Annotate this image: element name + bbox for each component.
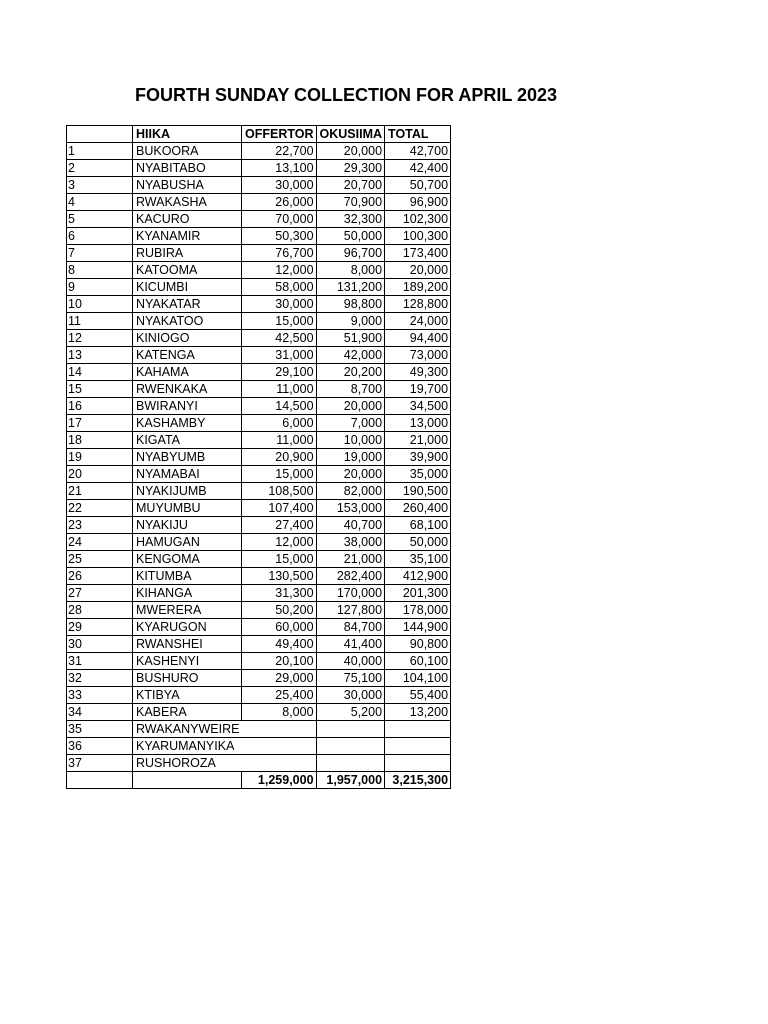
table-row — [67, 194, 451, 211]
offertor-cell[interactable]: 8,000 — [242, 704, 317, 721]
offertor-cell[interactable]: 6,000 — [242, 415, 317, 432]
total-cell[interactable]: 13,000 — [385, 415, 451, 432]
offertor-cell[interactable]: 14,500 — [242, 398, 317, 415]
total-cell[interactable]: 20,000 — [385, 262, 451, 279]
header-cell-hiika[interactable]: HIIKA — [133, 126, 242, 143]
table-row — [67, 449, 451, 466]
total-cell[interactable]: 104,100 — [385, 670, 451, 687]
offertor-cell[interactable]: 22,700 — [242, 143, 317, 160]
row-number-cell[interactable]: 2 — [67, 160, 133, 177]
table-row — [67, 177, 451, 194]
hiika-cell[interactable]: NYAKATAR — [133, 296, 242, 313]
offertor-cell[interactable]: 30,000 — [242, 177, 317, 194]
table-row — [67, 245, 451, 262]
hiika-cell[interactable]: KIHANGA — [133, 585, 242, 602]
row-number-cell[interactable]: 26 — [67, 568, 133, 585]
hiika-cell[interactable]: BUSHURO — [133, 670, 242, 687]
row-number-cell[interactable]: 1 — [67, 143, 133, 160]
row-number-cell[interactable]: 5 — [67, 211, 133, 228]
offertor-cell[interactable]: 27,400 — [242, 517, 317, 534]
table-row — [67, 653, 451, 670]
offertor-cell[interactable]: 26,000 — [242, 194, 317, 211]
okusiima-cell[interactable]: 98,800 — [316, 296, 385, 313]
row-number-cell[interactable]: 9 — [67, 279, 133, 296]
hiika-cell[interactable]: NYABYUMB — [133, 449, 242, 466]
hiika-cell[interactable]: KYARUMANYIKA — [133, 738, 242, 755]
table-row — [67, 347, 451, 364]
table-row — [67, 313, 451, 330]
okusiima-cell[interactable]: 20,000 — [316, 466, 385, 483]
table-row — [67, 534, 451, 551]
total-cell[interactable]: 90,800 — [385, 636, 451, 653]
total-cell[interactable] — [385, 755, 451, 772]
okusiima-cell[interactable]: 20,700 — [316, 177, 385, 194]
row-number-cell[interactable]: 17 — [67, 415, 133, 432]
row-number-cell[interactable]: 33 — [67, 687, 133, 704]
total-cell[interactable]: 24,000 — [385, 313, 451, 330]
table-row — [67, 568, 451, 585]
total-cell[interactable]: 412,900 — [385, 568, 451, 585]
hiika-cell[interactable]: KACURO — [133, 211, 242, 228]
offertor-cell[interactable]: 31,300 — [242, 585, 317, 602]
offertor-cell[interactable] — [242, 755, 317, 772]
row-number-cell[interactable]: 16 — [67, 398, 133, 415]
sheet-title: FOURTH SUNDAY COLLECTION FOR APRIL 2023 — [135, 85, 558, 105]
hiika-cell[interactable]: KASHAMBY — [133, 415, 242, 432]
totals-name-cell[interactable] — [133, 772, 242, 789]
total-cell[interactable]: 50,000 — [385, 534, 451, 551]
row-number-cell[interactable]: 4 — [67, 194, 133, 211]
table-row — [67, 296, 451, 313]
okusiima-cell[interactable]: 9,000 — [316, 313, 385, 330]
total-cell[interactable]: 96,900 — [385, 194, 451, 211]
total-cell[interactable]: 68,100 — [385, 517, 451, 534]
offertor-cell[interactable]: 50,300 — [242, 228, 317, 245]
table-row — [67, 432, 451, 449]
hiika-cell[interactable]: KYANAMIR — [133, 228, 242, 245]
offertor-cell[interactable]: 70,000 — [242, 211, 317, 228]
okusiima-cell[interactable]: 8,000 — [316, 262, 385, 279]
hiika-cell[interactable]: RWENKAKA — [133, 381, 242, 398]
row-number-cell[interactable]: 12 — [67, 330, 133, 347]
okusiima-cell[interactable]: 75,100 — [316, 670, 385, 687]
hiika-cell[interactable]: KATOOMA — [133, 262, 242, 279]
row-number-cell[interactable]: 7 — [67, 245, 133, 262]
table-row — [67, 466, 451, 483]
row-number-cell[interactable]: 15 — [67, 381, 133, 398]
okusiima-cell[interactable]: 42,000 — [316, 347, 385, 364]
offertor-cell[interactable]: 11,000 — [242, 432, 317, 449]
total-cell[interactable]: 128,800 — [385, 296, 451, 313]
table-row — [67, 211, 451, 228]
table-row — [67, 585, 451, 602]
okusiima-cell[interactable]: 30,000 — [316, 687, 385, 704]
table-row — [67, 228, 451, 245]
total-cell[interactable]: 260,400 — [385, 500, 451, 517]
hiika-cell[interactable]: MWERERA — [133, 602, 242, 619]
offertor-cell[interactable]: 15,000 — [242, 551, 317, 568]
table-row — [67, 670, 451, 687]
total-cell[interactable]: 42,700 — [385, 143, 451, 160]
okusiima-cell[interactable]: 96,700 — [316, 245, 385, 262]
okusiima-cell[interactable]: 21,000 — [316, 551, 385, 568]
row-number-cell[interactable]: 20 — [67, 466, 133, 483]
offertor-cell[interactable]: 58,000 — [242, 279, 317, 296]
hiika-cell[interactable]: KENGOMA — [133, 551, 242, 568]
okusiima-cell[interactable]: 84,700 — [316, 619, 385, 636]
hiika-cell[interactable]: RWAKANYWEIRE — [133, 721, 242, 738]
offertor-total-cell[interactable]: 1,259,000 — [242, 772, 317, 789]
row-number-cell[interactable]: 3 — [67, 177, 133, 194]
offertor-cell[interactable]: 30,000 — [242, 296, 317, 313]
okusiima-cell[interactable]: 20,000 — [316, 398, 385, 415]
offertor-cell[interactable]: 49,400 — [242, 636, 317, 653]
table-row — [67, 551, 451, 568]
row-number-cell[interactable]: 37 — [67, 755, 133, 772]
table-row — [67, 704, 451, 721]
total-cell[interactable]: 178,000 — [385, 602, 451, 619]
row-number-cell[interactable]: 8 — [67, 262, 133, 279]
total-cell[interactable] — [385, 721, 451, 738]
hiika-cell[interactable]: KIGATA — [133, 432, 242, 449]
okusiima-cell[interactable]: 41,400 — [316, 636, 385, 653]
total-cell[interactable]: 100,300 — [385, 228, 451, 245]
row-number-cell[interactable]: 21 — [67, 483, 133, 500]
okusiima-cell[interactable]: 8,700 — [316, 381, 385, 398]
offertor-cell[interactable]: 31,000 — [242, 347, 317, 364]
collection-table — [66, 125, 451, 789]
okusiima-cell[interactable] — [316, 721, 385, 738]
okusiima-total-cell[interactable]: 1,957,000 — [316, 772, 385, 789]
total-cell[interactable]: 144,900 — [385, 619, 451, 636]
hiika-cell[interactable]: KYARUGON — [133, 619, 242, 636]
total-cell[interactable]: 19,700 — [385, 381, 451, 398]
hiika-cell[interactable]: RUSHOROZA — [133, 755, 242, 772]
okusiima-cell[interactable]: 20,000 — [316, 143, 385, 160]
offertor-cell[interactable]: 13,100 — [242, 160, 317, 177]
hiika-cell[interactable]: RWANSHEI — [133, 636, 242, 653]
row-number-cell[interactable]: 25 — [67, 551, 133, 568]
table-row — [67, 262, 451, 279]
hiika-cell[interactable]: NYAKATOO — [133, 313, 242, 330]
hiika-cell[interactable]: KITUMBA — [133, 568, 242, 585]
offertor-cell[interactable]: 76,700 — [242, 245, 317, 262]
offertor-cell[interactable]: 25,400 — [242, 687, 317, 704]
okusiima-cell[interactable]: 38,000 — [316, 534, 385, 551]
table-row — [67, 143, 451, 160]
total-cell[interactable]: 173,400 — [385, 245, 451, 262]
table-row — [67, 364, 451, 381]
total-cell[interactable]: 42,400 — [385, 160, 451, 177]
total-cell[interactable]: 39,900 — [385, 449, 451, 466]
row-number-cell[interactable]: 11 — [67, 313, 133, 330]
hiika-cell[interactable]: NYAKIJUMB — [133, 483, 242, 500]
row-number-cell[interactable]: 10 — [67, 296, 133, 313]
total-cell[interactable]: 35,100 — [385, 551, 451, 568]
row-number-cell[interactable]: 18 — [67, 432, 133, 449]
okusiima-cell[interactable]: 170,000 — [316, 585, 385, 602]
table-row — [67, 483, 451, 500]
okusiima-cell[interactable]: 127,800 — [316, 602, 385, 619]
table-row — [67, 517, 451, 534]
row-number-cell[interactable]: 24 — [67, 534, 133, 551]
offertor-cell[interactable]: 130,500 — [242, 568, 317, 585]
header-cell-index[interactable] — [67, 126, 133, 143]
hiika-cell[interactable]: KICUMBI — [133, 279, 242, 296]
row-number-cell[interactable]: 32 — [67, 670, 133, 687]
offertor-cell[interactable]: 108,500 — [242, 483, 317, 500]
table-row — [67, 160, 451, 177]
offertor-cell[interactable]: 42,500 — [242, 330, 317, 347]
totals-label-cell[interactable] — [67, 772, 133, 789]
header-cell-offertor[interactable]: OFFERTOR — [242, 126, 317, 143]
total-cell[interactable]: 49,300 — [385, 364, 451, 381]
header-cell-okusiima[interactable]: OKUSIIMA — [316, 126, 385, 143]
hiika-cell[interactable]: KAHAMA — [133, 364, 242, 381]
okusiima-cell[interactable]: 51,900 — [316, 330, 385, 347]
table-row — [67, 398, 451, 415]
row-number-cell[interactable]: 19 — [67, 449, 133, 466]
hiika-cell[interactable]: RWAKASHA — [133, 194, 242, 211]
row-number-cell[interactable]: 36 — [67, 738, 133, 755]
row-number-cell[interactable]: 14 — [67, 364, 133, 381]
table-row — [67, 500, 451, 517]
row-number-cell[interactable]: 13 — [67, 347, 133, 364]
total-cell[interactable]: 13,200 — [385, 704, 451, 721]
grand-total-cell[interactable]: 3,215,300 — [385, 772, 451, 789]
total-cell[interactable]: 21,000 — [385, 432, 451, 449]
offertor-cell[interactable]: 20,100 — [242, 653, 317, 670]
table-row — [67, 721, 451, 738]
row-number-cell[interactable]: 23 — [67, 517, 133, 534]
table-header-row — [67, 126, 451, 143]
offertor-cell[interactable]: 15,000 — [242, 466, 317, 483]
table-row — [67, 602, 451, 619]
offertor-cell[interactable]: 20,900 — [242, 449, 317, 466]
total-cell[interactable]: 73,000 — [385, 347, 451, 364]
hiika-cell[interactable]: NYAKIJU — [133, 517, 242, 534]
hiika-cell[interactable]: RUBIRA — [133, 245, 242, 262]
offertor-cell[interactable]: 29,100 — [242, 364, 317, 381]
total-cell[interactable]: 50,700 — [385, 177, 451, 194]
row-number-cell[interactable]: 6 — [67, 228, 133, 245]
offertor-cell[interactable]: 29,000 — [242, 670, 317, 687]
table-row — [67, 381, 451, 398]
okusiima-cell[interactable]: 131,200 — [316, 279, 385, 296]
hiika-cell[interactable]: KATENGA — [133, 347, 242, 364]
row-number-cell[interactable]: 28 — [67, 602, 133, 619]
total-cell[interactable]: 94,400 — [385, 330, 451, 347]
offertor-cell[interactable]: 107,400 — [242, 500, 317, 517]
okusiima-cell[interactable]: 7,000 — [316, 415, 385, 432]
total-cell[interactable] — [385, 738, 451, 755]
hiika-cell[interactable]: KASHENYI — [133, 653, 242, 670]
offertor-cell[interactable] — [242, 721, 317, 738]
table-row — [67, 738, 451, 755]
total-cell[interactable]: 190,500 — [385, 483, 451, 500]
row-number-cell[interactable]: 29 — [67, 619, 133, 636]
hiika-cell[interactable]: NYABUSHA — [133, 177, 242, 194]
total-cell[interactable]: 201,300 — [385, 585, 451, 602]
totals-row — [67, 772, 451, 789]
row-number-cell[interactable]: 34 — [67, 704, 133, 721]
okusiima-cell[interactable]: 29,300 — [316, 160, 385, 177]
table-row — [67, 636, 451, 653]
offertor-cell[interactable]: 15,000 — [242, 313, 317, 330]
okusiima-cell[interactable]: 40,700 — [316, 517, 385, 534]
hiika-cell[interactable]: KABERA — [133, 704, 242, 721]
offertor-cell[interactable]: 60,000 — [242, 619, 317, 636]
okusiima-cell[interactable]: 70,900 — [316, 194, 385, 211]
table-row — [67, 687, 451, 704]
okusiima-cell[interactable] — [316, 738, 385, 755]
row-number-cell[interactable]: 31 — [67, 653, 133, 670]
row-number-cell[interactable]: 35 — [67, 721, 133, 738]
row-number-cell[interactable]: 27 — [67, 585, 133, 602]
offertor-cell[interactable]: 11,000 — [242, 381, 317, 398]
okusiima-cell[interactable]: 282,400 — [316, 568, 385, 585]
okusiima-cell[interactable]: 153,000 — [316, 500, 385, 517]
offertor-cell[interactable]: 12,000 — [242, 534, 317, 551]
hiika-cell[interactable]: BUKOORA — [133, 143, 242, 160]
table-row — [67, 279, 451, 296]
total-cell[interactable]: 55,400 — [385, 687, 451, 704]
okusiima-cell[interactable]: 20,200 — [316, 364, 385, 381]
table-row — [67, 619, 451, 636]
hiika-cell[interactable]: NYABITABO — [133, 160, 242, 177]
okusiima-cell[interactable]: 50,000 — [316, 228, 385, 245]
row-number-cell[interactable]: 22 — [67, 500, 133, 517]
total-cell[interactable]: 34,500 — [385, 398, 451, 415]
total-cell[interactable]: 189,200 — [385, 279, 451, 296]
total-cell[interactable]: 102,300 — [385, 211, 451, 228]
total-cell[interactable]: 35,000 — [385, 466, 451, 483]
hiika-cell[interactable]: KINIOGO — [133, 330, 242, 347]
hiika-cell[interactable]: BWIRANYI — [133, 398, 242, 415]
okusiima-cell[interactable]: 10,000 — [316, 432, 385, 449]
okusiima-cell[interactable]: 82,000 — [316, 483, 385, 500]
hiika-cell[interactable]: MUYUMBU — [133, 500, 242, 517]
okusiima-cell[interactable]: 5,200 — [316, 704, 385, 721]
hiika-cell[interactable]: HAMUGAN — [133, 534, 242, 551]
offertor-cell[interactable]: 50,200 — [242, 602, 317, 619]
okusiima-cell[interactable]: 40,000 — [316, 653, 385, 670]
offertor-cell[interactable]: 12,000 — [242, 262, 317, 279]
row-number-cell[interactable]: 30 — [67, 636, 133, 653]
offertor-cell[interactable] — [242, 738, 317, 755]
hiika-cell[interactable]: KTIBYA — [133, 687, 242, 704]
okusiima-cell[interactable]: 32,300 — [316, 211, 385, 228]
hiika-cell[interactable]: NYAMABAI — [133, 466, 242, 483]
okusiima-cell[interactable] — [316, 755, 385, 772]
table-row — [67, 415, 451, 432]
table-row — [67, 755, 451, 772]
okusiima-cell[interactable]: 19,000 — [316, 449, 385, 466]
total-cell[interactable]: 60,100 — [385, 653, 451, 670]
table-row — [67, 330, 451, 347]
header-cell-total[interactable]: TOTAL — [385, 126, 451, 143]
